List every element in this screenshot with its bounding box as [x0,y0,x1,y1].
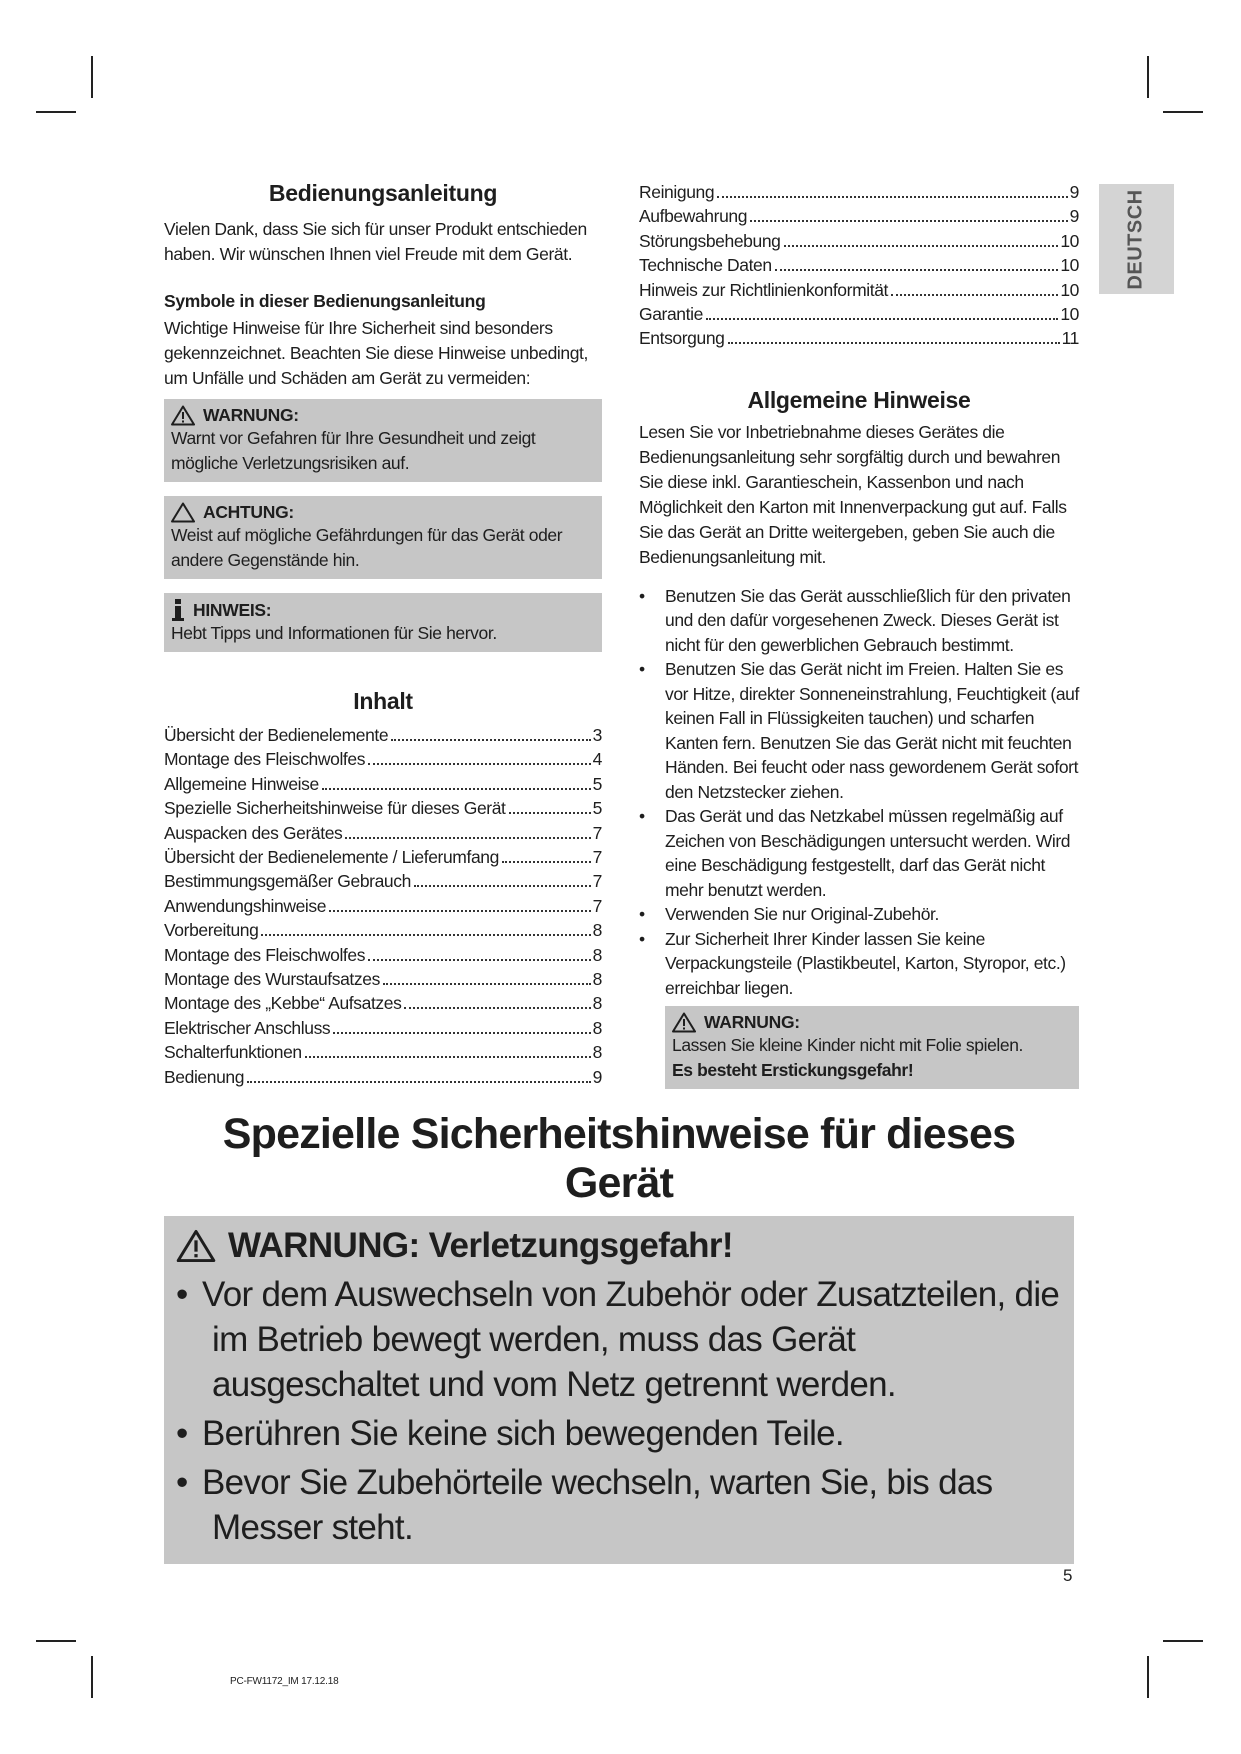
table-of-contents [164,723,602,1089]
special-safety-section [164,1110,1074,1564]
warning-triangle-icon [171,502,195,523]
language-tab [1099,184,1174,294]
injury-warning-label: WARNUNG: Verletzungsgefahr! [228,1226,733,1265]
toc-entry[interactable]: Montage des „Kebbe“ Aufsatzes 8 [164,993,602,1014]
footer-print-code: PC-FW1172_IM 17.12.18 [230,1676,339,1687]
crop-mark [91,1656,93,1698]
list-item: • Benutzen Sie das Gerät nicht im Freien. Halten Sie es vor Hitze, direkter Sonneneinstrahlung, Feuchtigkeit (auf keinen Fall in Flüssigkeiten tauchen) und scharfen Kanten fern. Benutzen Sie das Gerät nicht mit feuchten Händen. Bei feucht oder nass gewordenem Gerät sofort den Netzstecker ziehen. [639,657,1079,804]
toc-entry[interactable]: Störungsbehebung 10 [639,230,1079,251]
warning-triangle-icon [672,1012,696,1033]
toc-entry[interactable]: Montage des Fleischwolfes 8 [164,944,602,965]
general-notes-title: Allgemeine Hinweise [747,386,971,413]
list-item: • Benutzen Sie das Gerät ausschließlich für den privaten und den dafür vorgesehenen Zweck. Dieses Gerät ist nicht für den gewerblichen Gebrauch bestimmt. [639,584,1079,658]
crop-mark [1147,1656,1149,1698]
toc-entry[interactable]: Bedienung 9 [164,1066,602,1087]
note-label: ACHTUNG: [203,502,294,522]
toc-entry[interactable]: Elektrischer Anschluss 8 [164,1017,602,1038]
toc-title: Inhalt [353,688,413,714]
list-item: • Verwenden Sie nur Original-Zubehör. [639,902,1079,927]
toc-entry[interactable]: Auspacken des Gerätes 7 [164,822,602,843]
symbols-text: Wichtige Hinweise für Ihre Sicherheit sind besonders gekennzeichnet. Beachten Sie diese Hinweise unbedingt, um Unfälle und Schäden am Gerät zu vermeiden: [164,318,588,388]
note-box-warning [164,399,602,482]
crop-mark [1163,1640,1203,1642]
crop-mark [36,1640,76,1642]
toc-entry[interactable]: Hinweis zur Richtlinienkonformität 10 [639,279,1079,300]
toc-entry[interactable]: Schalterfunktionen 8 [164,1042,602,1063]
toc-entry[interactable]: Allgemeine Hinweise 5 [164,773,602,794]
toc-entry[interactable]: Technische Daten 10 [639,255,1079,276]
warning-triangle-icon [171,405,195,426]
note-box-caution [164,496,602,579]
crop-mark [91,56,93,98]
note-label: HINWEIS: [193,599,272,620]
toc-entry[interactable]: Übersicht der Bedienelemente 3 [164,725,602,745]
list-item: • Vor dem Auswechseln von Zubehör oder Zusatzteilen, die im Betrieb bewegt werden, muss das Gerät ausgeschaltet und vom Netz getrennt werden. [176,1272,1060,1407]
toc-entry[interactable]: Reinigung 9 [639,182,1079,202]
toc-entry[interactable]: Vorbereitung 8 [164,920,602,941]
note-text: Weist auf mögliche Gefährdungen für das Gerät oder andere Gegenstände hin. [171,525,563,570]
toc-entry[interactable]: Aufbewahrung 9 [639,206,1079,227]
note-text-bold: Es besteht Erstickungsgefahr! [672,1060,914,1081]
note-label: WARNUNG: [203,405,299,425]
crop-mark [1147,56,1149,98]
note-text: Lassen Sie kleine Kinder nicht mit Folie spielen. [672,1035,1024,1056]
list-item: • Das Gerät und das Netzkabel müssen regelmäßig auf Zeichen von Beschädigungen untersucht werden. Wird eine Beschädigung festgestellt, darf das Gerät nicht mehr benutzt werden. [639,804,1079,902]
injury-warning-list [176,1272,1060,1550]
crop-mark [1163,111,1203,113]
page-number: 5 [1063,1566,1073,1585]
table-of-contents-continued [639,180,1079,351]
note-box-warning-suffocation [665,1006,1079,1089]
toc-entry[interactable]: Anwendungshinweise 7 [164,895,602,916]
note-label: WARNUNG: [704,1012,800,1033]
list-item: • Berühren Sie keine sich bewegenden Teile. [176,1411,1060,1456]
general-notes-list [639,584,1079,1001]
manual-title: Bedienungsanleitung [268,180,498,206]
note-box-hint [164,593,602,652]
injury-warning-box [164,1216,1074,1564]
toc-entry[interactable]: Montage des Wurstaufsatzes 8 [164,969,602,990]
right-column [639,180,1079,1089]
left-column [164,180,602,1089]
intro-text: Vielen Dank, dass Sie sich für unser Produkt entschieden haben. Wir wünschen Ihnen viel Freude mit dem Gerät. [164,219,587,264]
toc-entry[interactable]: Entsorgung 11 [639,328,1079,349]
note-text: Warnt vor Gefahren für Ihre Gesundheit und zeigt mögliche Verletzungsrisiken auf. [171,428,536,473]
warning-triangle-icon [176,1229,216,1263]
note-text: Hebt Tipps und Informationen für Sie hervor. [171,623,497,643]
list-item: • Bevor Sie Zubehörteile wechseln, warten Sie, bis das Messer steht. [176,1460,1060,1550]
crop-mark [36,111,76,113]
language-tab-label: DEUTSCH [1125,188,1148,290]
toc-entry[interactable]: Garantie 10 [639,304,1079,325]
list-item: • Zur Sicherheit Ihrer Kinder lassen Sie keine Verpackungsteile (Plastikbeutel, Karton, Styropor, etc.) erreichbar liegen. [639,927,1079,1001]
special-safety-title: Spezielle Sicherheitshinweise für dieses Gerät [222,1110,1016,1207]
symbols-heading: Symbole in dieser Bedienungsanleitung [164,291,486,311]
toc-entry[interactable]: Spezielle Sicherheitshinweise für dieses Gerät 5 [164,798,602,819]
toc-entry[interactable]: Übersicht der Bedienelemente / Lieferumfang 7 [164,847,602,868]
general-notes-intro: Lesen Sie vor Inbetriebnahme dieses Gerätes die Bedienungsanleitung sehr sorgfältig durch und bewahren Sie diese inkl. Garantieschein, Kassenbon und nach Möglichkeit den Karton mit Innenverpackung gut auf. Falls Sie das Gerät an Dritte weitergeben, geben Sie auch die Bedienungsanleitung mit. [639,421,1067,567]
toc-entry[interactable]: Bestimmungsgemäßer Gebrauch 7 [164,871,602,892]
info-icon [171,599,185,621]
toc-entry[interactable]: Montage des Fleischwolfes 4 [164,749,602,770]
